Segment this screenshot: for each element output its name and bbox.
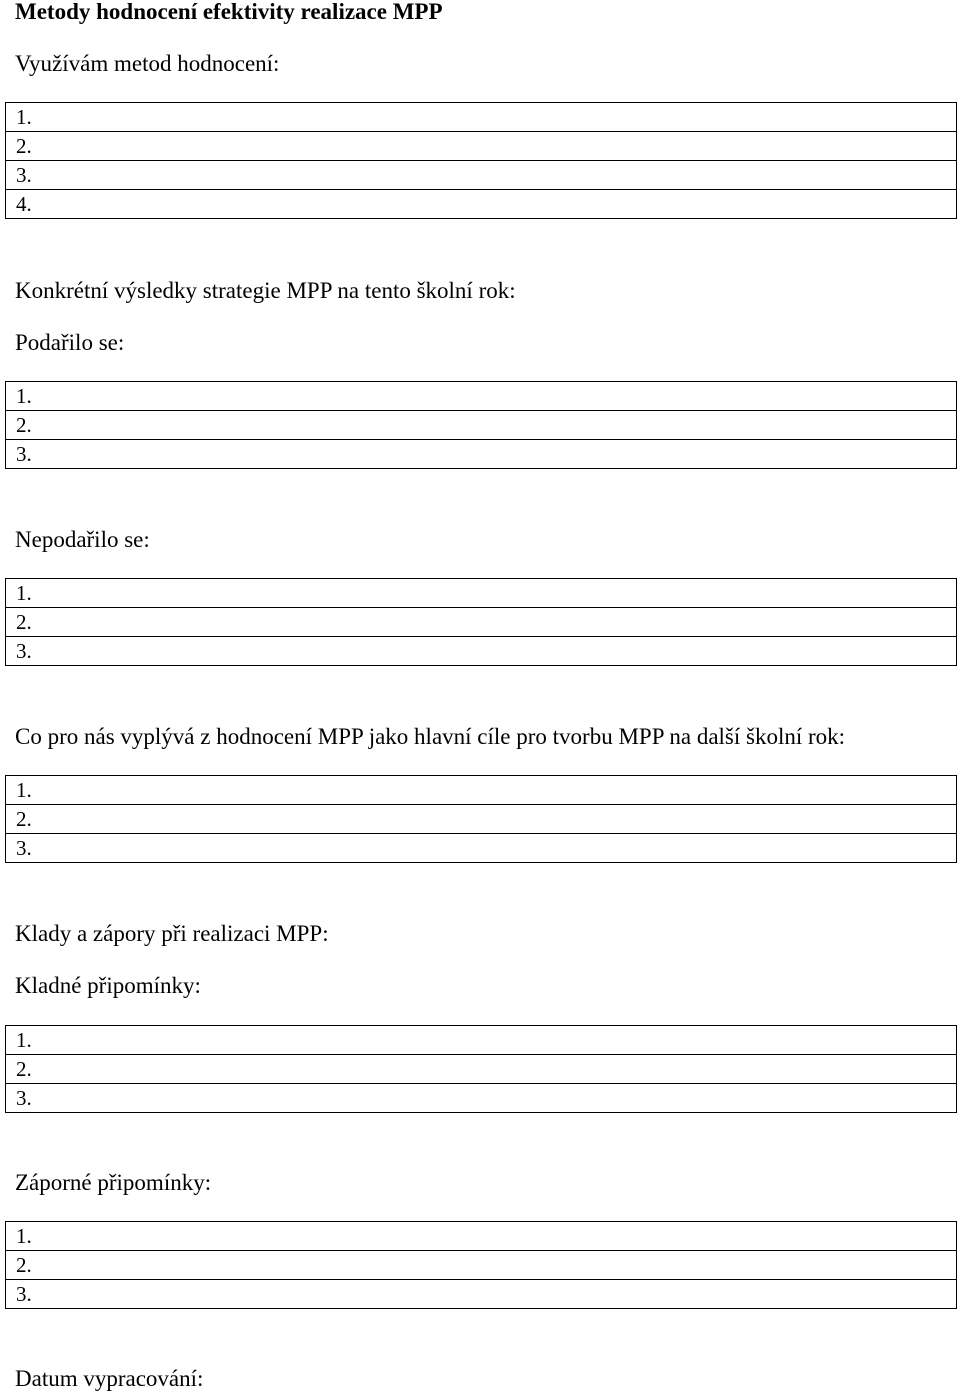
negative-label: Záporné připomínky: <box>15 1170 212 1195</box>
succeeded-cell-3[interactable]: 3. <box>6 440 957 469</box>
failed-cell-3[interactable]: 3. <box>6 637 957 666</box>
succeeded-cell-1[interactable]: 1. <box>6 382 957 411</box>
methods-cell-2[interactable]: 2. <box>6 132 957 161</box>
succeeded-label: Podařilo se: <box>15 330 125 355</box>
table-row <box>6 637 957 666</box>
pros-cons-label: Klady a zápory při realizaci MPP: <box>15 921 329 946</box>
page-title: Metody hodnocení efektivity realizace MPP <box>15 0 443 24</box>
goals-cell-3[interactable]: 3. <box>6 834 957 863</box>
goals-label: Co pro nás vyplývá z hodnocení MPP jako hlavní cíle pro tvorbu MPP na další školní rok: <box>15 724 846 749</box>
table-row <box>6 1222 957 1251</box>
table-row <box>6 411 957 440</box>
methods-cell-1[interactable]: 1. <box>6 103 957 132</box>
table-row <box>6 805 957 834</box>
negative-cell-1[interactable]: 1. <box>6 1222 957 1251</box>
positive-label: Kladné připomínky: <box>15 973 201 998</box>
date-label: Datum vypracování: <box>15 1366 204 1391</box>
goals-cell-1[interactable]: 1. <box>6 776 957 805</box>
table-row <box>6 834 957 863</box>
table-row <box>6 1280 957 1309</box>
table-row <box>6 776 957 805</box>
failed-cell-2[interactable]: 2. <box>6 608 957 637</box>
failed-label: Nepodařilo se: <box>15 527 150 552</box>
positive-cell-2[interactable]: 2. <box>6 1055 957 1084</box>
failed-cell-1[interactable]: 1. <box>6 579 957 608</box>
succeeded-table <box>5 381 957 469</box>
table-row <box>6 1251 957 1280</box>
negative-cell-2[interactable]: 2. <box>6 1251 957 1280</box>
methods-cell-4[interactable]: 4. <box>6 190 957 219</box>
succeeded-cell-2[interactable]: 2. <box>6 411 957 440</box>
positive-cell-3[interactable]: 3. <box>6 1084 957 1113</box>
table-row <box>6 382 957 411</box>
table-row <box>6 190 957 219</box>
table-row <box>6 1026 957 1055</box>
negative-table <box>5 1221 957 1309</box>
failed-table <box>5 578 957 666</box>
goals-table <box>5 775 957 863</box>
table-row <box>6 103 957 132</box>
results-label: Konkrétní výsledky strategie MPP na tento školní rok: <box>15 278 516 303</box>
positive-table <box>5 1025 957 1113</box>
methods-table <box>5 102 957 219</box>
goals-cell-2[interactable]: 2. <box>6 805 957 834</box>
table-row <box>6 1055 957 1084</box>
methods-label: Využívám metod hodnocení: <box>15 51 280 76</box>
table-row <box>6 161 957 190</box>
methods-cell-3[interactable]: 3. <box>6 161 957 190</box>
table-row <box>6 1084 957 1113</box>
positive-cell-1[interactable]: 1. <box>6 1026 957 1055</box>
table-row <box>6 608 957 637</box>
table-row <box>6 579 957 608</box>
negative-cell-3[interactable]: 3. <box>6 1280 957 1309</box>
table-row <box>6 132 957 161</box>
table-row <box>6 440 957 469</box>
